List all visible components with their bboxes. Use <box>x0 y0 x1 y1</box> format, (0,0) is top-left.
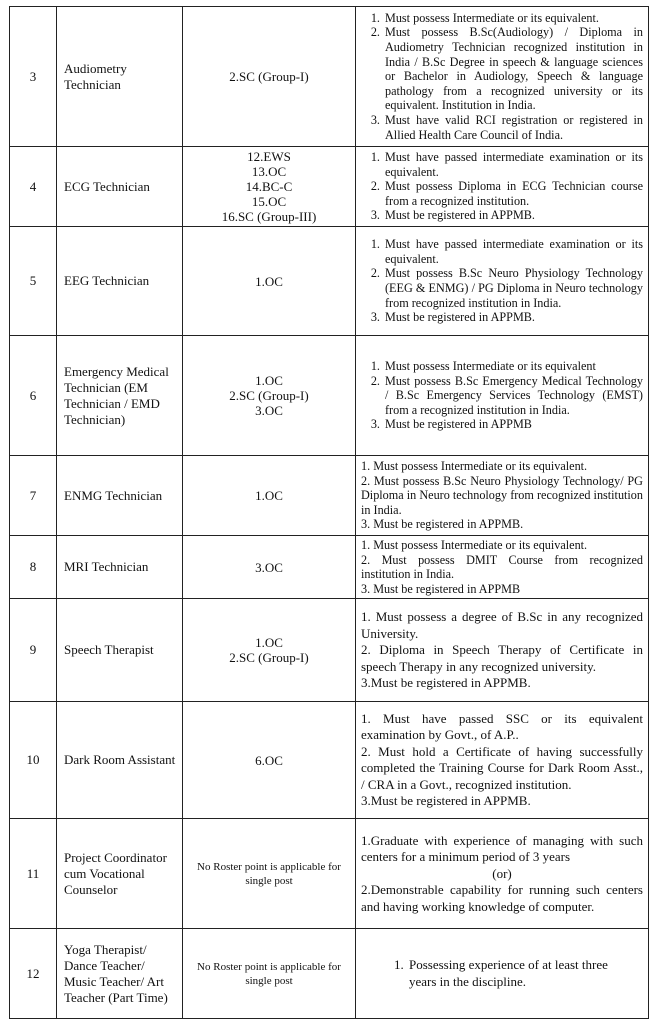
roster-point: 2.SC (Group-I) <box>183 7 356 147</box>
row-number: 7 <box>10 456 57 536</box>
roster-point: 15.OC <box>251 194 287 209</box>
roster-point: 14.BC-C <box>245 179 293 194</box>
qualification-item: 2. Must possess B.Sc Neuro Physiology Technology/ PG Diploma in Neuro technology from recognized institution in India. <box>361 473 643 517</box>
post-name: Dark Room Assistant <box>57 702 183 819</box>
qualification-item: 2. Must possess B.Sc Emergency Medical Technology / B.Sc Emergency Services Technology (EMST) from a recognized institution in India. <box>383 374 643 418</box>
row-number: 8 <box>10 536 57 599</box>
qualification-cell <box>356 147 649 227</box>
roster-points <box>183 336 356 456</box>
qualification-cell <box>356 536 649 599</box>
qualification-item: 3. Must be registered in APPMB. <box>383 208 643 223</box>
qualification-item: 3. Must have valid RCI registration or registered in Allied Health Care Council of India. <box>383 113 643 142</box>
table-row <box>10 456 649 536</box>
qualification-item: 2. Diploma in Speech Therapy of Certificate in speech Therapy in any recognized university. <box>361 642 643 674</box>
row-number: 11 <box>10 819 57 929</box>
qualification-item: 1.Graduate with experience of managing with such centers for a minimum period of 3 years <box>361 832 643 865</box>
post-name: Speech Therapist <box>57 599 183 702</box>
qualification-item: 3.Must be registered in APPMB. <box>361 675 531 691</box>
or-separator: (or) <box>492 865 512 881</box>
qualification-item: 1. Must have passed SSC or its equivalent examination by Govt., of A.P.. <box>361 710 643 743</box>
table-row <box>10 536 649 599</box>
qualification-item: 1. Must possess a degree of B.Sc in any recognized University. <box>361 609 643 641</box>
qualification-item: 2. Must possess Diploma in ECG Technician course from a recognized institution. <box>383 179 643 208</box>
qualification-item: 1. Must possess Intermediate or its equivalent. <box>361 538 588 552</box>
row-number: 3 <box>10 7 57 147</box>
qualification-item: 1. Must possess Intermediate or its equivalent. <box>361 459 588 474</box>
table-row <box>10 819 649 929</box>
qualification-item: 2. Must hold a Certificate of having successfully completed the Training Course for Dark Room Asst., / CRA in a Govt., recognized institution. <box>361 743 643 792</box>
post-name: Project Coordinator cum Vocational Counselor <box>57 819 183 929</box>
roster-point: 13.OC <box>251 164 287 179</box>
qualification-item: 1. Must possess Intermediate or its equivalent. <box>383 11 643 26</box>
roster-point: No Roster point is applicable for single post <box>183 819 356 929</box>
qualification-cell <box>356 336 649 456</box>
qualification-item: 3. Must be registered in APPMB <box>361 581 521 596</box>
roster-points <box>183 147 356 227</box>
qualification-item: 1. Must have passed intermediate examination or its equivalent. <box>383 237 643 266</box>
roster-point: 2.SC (Group-I) <box>229 388 309 403</box>
roster-point: 1.OC <box>255 635 283 651</box>
roster-point: 2.SC (Group-I) <box>229 650 309 666</box>
qualifications-table <box>9 6 649 1019</box>
qualification-cell <box>356 227 649 336</box>
table-row <box>10 929 649 1019</box>
table-row <box>10 7 649 147</box>
post-name: ECG Technician <box>57 147 183 227</box>
post-name: Emergency Medical Technician (EM Technician / EMD Technician) <box>57 336 183 456</box>
qualification-item: 3. Must be registered in APPMB <box>383 417 643 432</box>
qualification-item: 2. Must possess DMIT Course from recognized institution in India. <box>361 552 643 582</box>
roster-point: 1.OC <box>183 227 356 336</box>
row-number: 6 <box>10 336 57 456</box>
row-number: 5 <box>10 227 57 336</box>
post-name: Audiometry Technician <box>57 7 183 147</box>
qualification-cell <box>356 702 649 819</box>
qualification-cell <box>356 7 649 147</box>
qualification-cell <box>356 819 649 929</box>
row-number: 12 <box>10 929 57 1019</box>
roster-point: 3.OC <box>255 403 283 418</box>
table-row <box>10 147 649 227</box>
qualification-cell <box>356 599 649 702</box>
roster-point: 1.OC <box>255 373 283 388</box>
qualification-item: 3.Must be registered in APPMB. <box>361 793 531 809</box>
roster-point: 3.OC <box>183 536 356 599</box>
qualification-item: 2.Demonstrable capability for running such centers and having working knowledge of computer. <box>361 882 643 914</box>
qualification-item: 1. Must have passed intermediate examination or its equivalent. <box>383 150 643 179</box>
roster-point: 12.EWS <box>247 149 291 164</box>
qualification-item: 1. Possessing experience of at least three years in the discipline. <box>407 957 633 990</box>
table-row <box>10 599 649 702</box>
roster-points <box>183 599 356 702</box>
roster-point: 6.OC <box>183 702 356 819</box>
qualification-cell <box>356 456 649 536</box>
row-number: 9 <box>10 599 57 702</box>
row-number: 10 <box>10 702 57 819</box>
table-row <box>10 227 649 336</box>
qualification-item: 3. Must be registered in APPMB. <box>361 517 524 532</box>
qualification-cell <box>356 929 649 1019</box>
qualification-item: 3. Must be registered in APPMB. <box>383 310 643 325</box>
qualification-item: 2. Must possess B.Sc(Audiology) / Diploma in Audiometry Technician recognized institution in India / B.Sc Degree in speech & language sciences or Bachelor in Audiology, Speech & language pathology from a recognized university or its equivalent. Institution in India. <box>383 25 643 113</box>
qualification-item: 1. Must possess Intermediate or its equivalent <box>383 359 643 374</box>
roster-point: 1.OC <box>183 456 356 536</box>
post-name: MRI Technician <box>57 536 183 599</box>
post-name: EEG Technician <box>57 227 183 336</box>
post-name: Yoga Therapist/ Dance Teacher/ Music Teacher/ Art Teacher (Part Time) <box>57 929 183 1019</box>
roster-point: No Roster point is applicable for single post <box>183 929 356 1019</box>
qualification-item: 2. Must possess B.Sc Neuro Physiology Technology (EEG & ENMG) / PG Diploma in Neuro technology from recognized institution in India. <box>383 266 643 310</box>
post-name: ENMG Technician <box>57 456 183 536</box>
row-number: 4 <box>10 147 57 227</box>
roster-point: 16.SC (Group-III) <box>221 209 317 224</box>
table-row <box>10 702 649 819</box>
table-row <box>10 336 649 456</box>
